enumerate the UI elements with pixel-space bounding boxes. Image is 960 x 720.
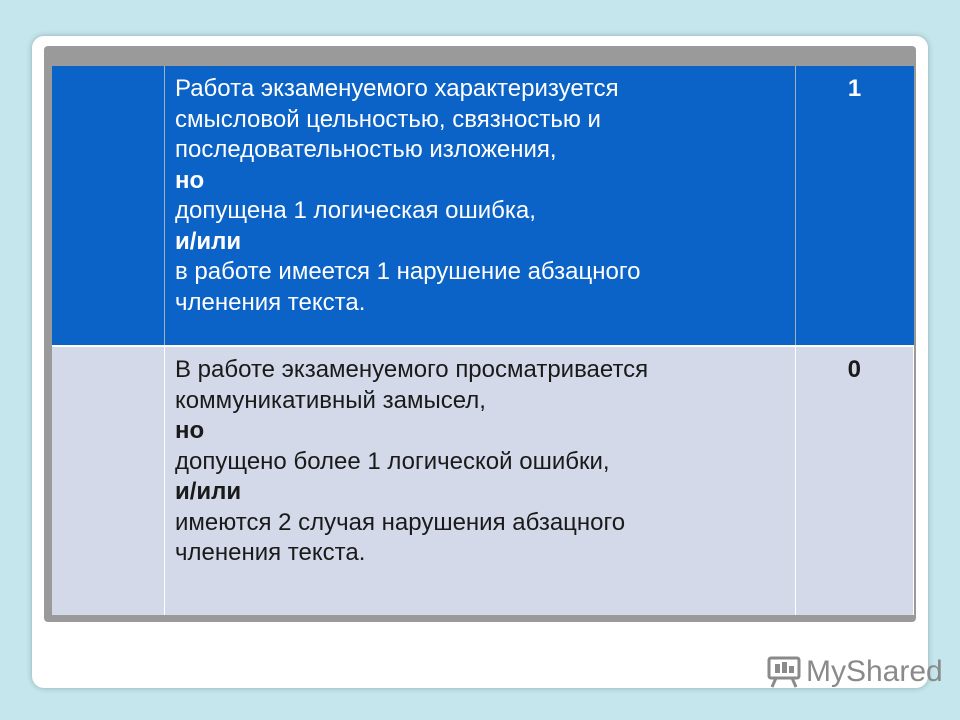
score-cell (795, 346, 914, 615)
criterion-line: коммуникативный замысел, (175, 386, 486, 414)
criterion-cell (165, 346, 796, 615)
presentation-board-icon (766, 655, 802, 689)
criterion-connector: но (175, 417, 205, 444)
criterion-text (165, 66, 795, 318)
watermark-text: MyShared (806, 655, 943, 688)
criterion-connector: и/или (175, 227, 242, 255)
score-value: 1 (847, 75, 862, 102)
criterion-line: Работа экзаменуемого характеризуется (175, 75, 619, 102)
table-row (52, 346, 914, 615)
criterion-line: смысловой цельностью, связностью и (175, 105, 601, 133)
row-marker-cell (52, 346, 165, 615)
criterion-line: последовательностью изложения, (175, 136, 557, 163)
score-value: 0 (847, 356, 861, 383)
score-cell (795, 66, 914, 346)
criterion-line: членения текста. (175, 288, 366, 316)
criterion-line: членения текста. (175, 539, 366, 566)
criterion-line: В работе экзаменуемого просматривается (175, 356, 649, 383)
criterion-line: допущена 1 логическая ошибка, (175, 197, 536, 224)
criterion-line: имеются 2 случая нарушения абзацного (175, 508, 626, 536)
criterion-cell (165, 66, 796, 346)
watermark (766, 655, 943, 689)
criterion-line: допущено более 1 логической ошибки, (175, 447, 610, 475)
criteria-table (52, 66, 914, 615)
criterion-connector: и/или (175, 478, 242, 505)
criterion-line: в работе имеется 1 нарушение абзацного (175, 258, 641, 285)
criterion-text (165, 347, 795, 569)
row-marker-cell (52, 66, 165, 346)
criterion-connector: но (175, 166, 205, 194)
table-row (52, 66, 914, 346)
